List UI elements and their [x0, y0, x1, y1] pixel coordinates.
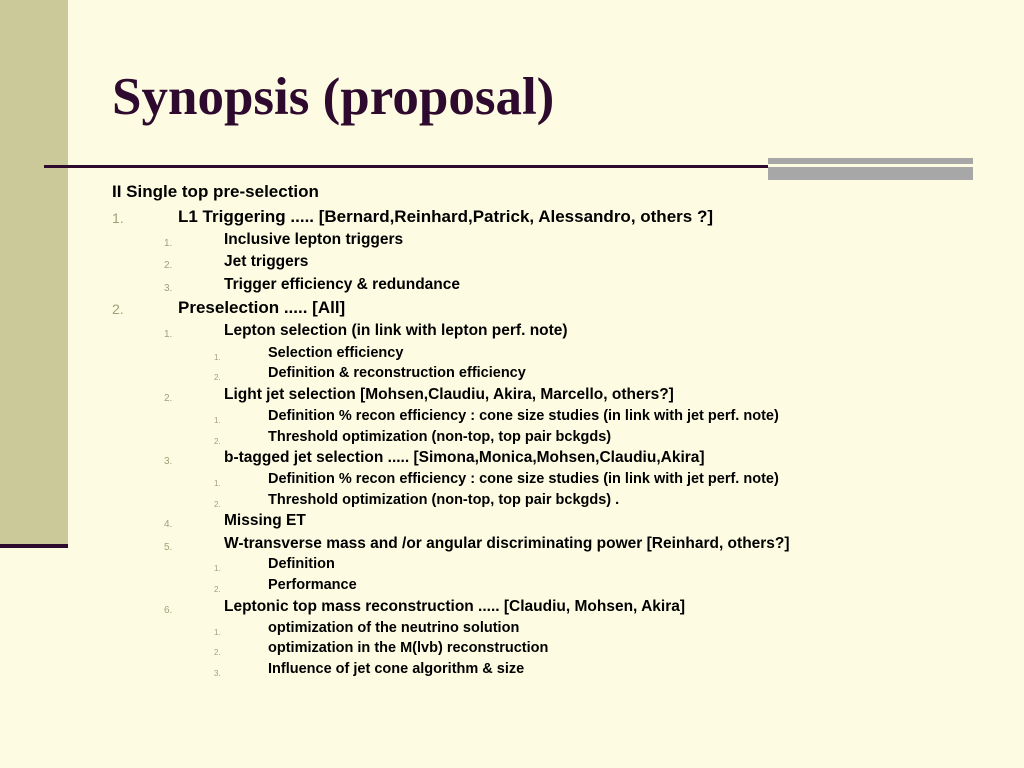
title-divider-line — [44, 165, 768, 168]
list-item — [214, 491, 620, 509]
list-item — [112, 207, 713, 227]
list-item — [112, 298, 346, 318]
list-number: 2. — [214, 648, 221, 657]
list-item-text: Definition % recon efficiency : cone size studies (in link with jet perf. note) — [268, 408, 779, 424]
list-item — [214, 555, 335, 573]
list-number: 2. — [112, 301, 124, 317]
list-item-text: Definition % recon efficiency : cone size studies (in link with jet perf. note) — [268, 471, 779, 487]
list-item-text: Leptonic top mass reconstruction ..... [Claudiu, Mohsen, Akira] — [224, 598, 686, 615]
list-item-text: Definition — [268, 556, 335, 572]
list-number: 1. — [214, 353, 221, 362]
list-number: 1. — [214, 564, 221, 573]
list-item — [164, 230, 404, 249]
list-item — [164, 534, 790, 553]
list-item — [164, 511, 306, 530]
list-item-text: Lepton selection (in link with lepton perf. note) — [224, 322, 568, 339]
list-item — [164, 448, 705, 467]
list-number: 2. — [214, 437, 221, 446]
list-item-text: Definition & reconstruction efficiency — [268, 365, 526, 381]
section-heading: II Single top pre-selection — [112, 182, 319, 201]
list-number: 3. — [164, 283, 173, 294]
list-item — [164, 275, 461, 294]
list-item-text: Missing ET — [224, 512, 306, 529]
list-number: 4. — [164, 519, 173, 530]
list-item — [214, 407, 779, 425]
list-item-text: W-transverse mass and /or angular discriminating power [Reinhard, others?] — [224, 535, 790, 552]
list-item-text: Inclusive lepton triggers — [224, 231, 404, 248]
list-item-text: Light jet selection [Mohsen,Claudiu, Akira, Marcello, others?] — [224, 386, 674, 403]
list-number: 3. — [214, 669, 221, 678]
list-item-text: Preselection ..... [All] — [178, 298, 346, 317]
list-item — [164, 321, 568, 340]
list-number: 2. — [164, 260, 173, 271]
list-item-text: Performance — [268, 577, 357, 593]
list-item-text: Influence of jet cone algorithm & size — [268, 661, 525, 677]
list-item-text: Threshold optimization (non-top, top pair bckgds) — [268, 429, 612, 445]
list-number: 1. — [214, 479, 221, 488]
list-item-text: optimization in the M(lvb) reconstruction — [268, 640, 549, 656]
list-item — [164, 597, 686, 616]
list-item-text: Trigger efficiency & redundance — [224, 276, 461, 293]
list-item — [214, 364, 526, 382]
list-number: 2. — [214, 500, 221, 509]
slide-title: Synopsis (proposal) — [112, 68, 555, 126]
list-item — [164, 252, 309, 271]
list-item-text: L1 Triggering ..... [Bernard,Reinhard,Patrick, Alessandro, others ?] — [178, 207, 713, 226]
list-item-text: optimization of the neutrino solution — [268, 620, 520, 636]
list-item — [214, 470, 779, 488]
list-number: 5. — [164, 542, 173, 553]
list-item-text: b-tagged jet selection ..... [Simona,Monica,Mohsen,Claudiu,Akira] — [224, 449, 705, 466]
list-item — [214, 660, 525, 678]
list-item — [214, 619, 520, 637]
list-item — [164, 385, 674, 404]
list-number: 1. — [214, 416, 221, 425]
side-bar-underline — [0, 544, 68, 548]
list-number: 1. — [112, 210, 124, 226]
list-number: 2. — [214, 373, 221, 382]
list-item — [214, 576, 357, 594]
list-item — [214, 428, 612, 446]
list-number: 1. — [164, 238, 173, 249]
list-number: 2. — [164, 393, 173, 404]
list-number: 6. — [164, 605, 173, 616]
list-number: 3. — [164, 456, 173, 467]
title-divider-accent — [768, 158, 973, 180]
list-item — [214, 344, 404, 362]
list-item-text: Jet triggers — [224, 253, 309, 270]
side-decoration-bar — [0, 0, 68, 544]
list-item-text: Threshold optimization (non-top, top pair bckgds) . — [268, 492, 620, 508]
list-number: 1. — [164, 329, 173, 340]
list-item — [214, 639, 549, 657]
list-number: 1. — [214, 628, 221, 637]
list-item-text: Selection efficiency — [268, 345, 404, 361]
list-number: 2. — [214, 585, 221, 594]
